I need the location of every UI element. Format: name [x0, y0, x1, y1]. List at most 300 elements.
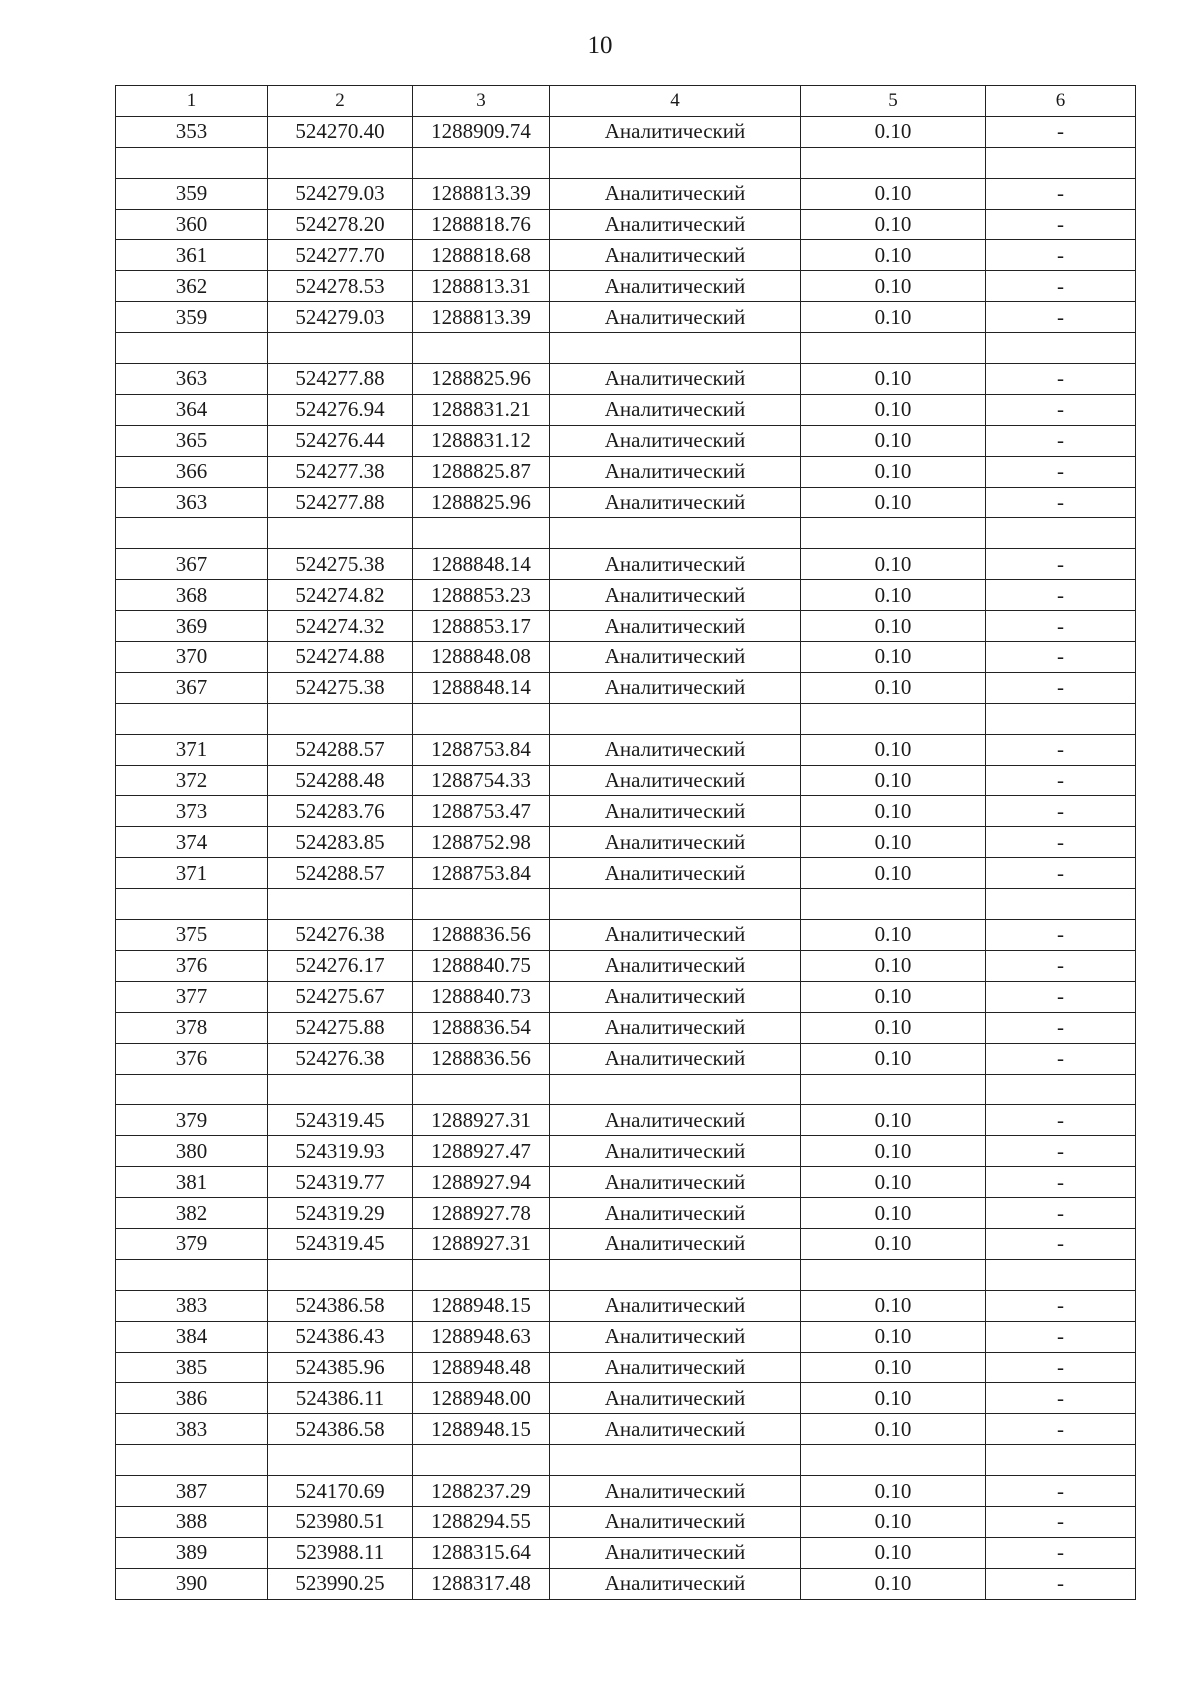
accuracy-cell: 0.10: [801, 827, 986, 858]
x-coordinate-cell: 524283.76: [268, 796, 413, 827]
method-cell: Аналитический: [550, 271, 801, 302]
method-cell: [550, 518, 801, 549]
accuracy-cell: 0.10: [801, 394, 986, 425]
method-cell: [550, 333, 801, 364]
y-coordinate-cell: 1288831.12: [413, 425, 550, 456]
y-coordinate-cell: 1288836.56: [413, 920, 550, 951]
x-coordinate-cell: 524277.88: [268, 364, 413, 395]
y-coordinate-cell: 1288825.96: [413, 364, 550, 395]
table-row: [116, 302, 1136, 333]
point-number-cell: 368: [116, 580, 268, 611]
note-cell: -: [986, 178, 1136, 209]
accuracy-cell: 0.10: [801, 858, 986, 889]
x-coordinate-cell: 524276.38: [268, 1043, 413, 1074]
note-cell: [986, 1259, 1136, 1290]
accuracy-cell: 0.10: [801, 1198, 986, 1229]
table-row: [116, 1136, 1136, 1167]
accuracy-cell: 0.10: [801, 611, 986, 642]
note-cell: -: [986, 1012, 1136, 1043]
x-coordinate-cell: 524279.03: [268, 178, 413, 209]
table-row: [116, 1043, 1136, 1074]
y-coordinate-cell: [413, 147, 550, 178]
spacer-row: [116, 333, 1136, 364]
point-number-cell: 376: [116, 950, 268, 981]
point-number-cell: 369: [116, 611, 268, 642]
y-coordinate-cell: 1288848.14: [413, 672, 550, 703]
point-number-cell: [116, 889, 268, 920]
accuracy-cell: 0.10: [801, 1105, 986, 1136]
point-number-cell: [116, 518, 268, 549]
y-coordinate-cell: 1288818.76: [413, 209, 550, 240]
table-row: [116, 1321, 1136, 1352]
note-cell: -: [986, 1136, 1136, 1167]
note-cell: -: [986, 642, 1136, 673]
table-row: [116, 364, 1136, 395]
note-cell: -: [986, 1290, 1136, 1321]
y-coordinate-cell: 1288754.33: [413, 765, 550, 796]
accuracy-cell: 0.10: [801, 1290, 986, 1321]
note-cell: -: [986, 981, 1136, 1012]
spacer-row: [116, 1445, 1136, 1476]
note-cell: -: [986, 1043, 1136, 1074]
point-number-cell: 360: [116, 209, 268, 240]
note-cell: -: [986, 1476, 1136, 1507]
point-number-cell: 383: [116, 1290, 268, 1321]
table-row: [116, 116, 1136, 147]
point-number-cell: 367: [116, 672, 268, 703]
table-row: [116, 178, 1136, 209]
note-cell: -: [986, 672, 1136, 703]
point-number-cell: 388: [116, 1506, 268, 1537]
x-coordinate-cell: 524275.88: [268, 1012, 413, 1043]
note-cell: [986, 518, 1136, 549]
y-coordinate-cell: 1288753.47: [413, 796, 550, 827]
point-number-cell: 371: [116, 734, 268, 765]
point-number-cell: 377: [116, 981, 268, 1012]
x-coordinate-cell: 524386.43: [268, 1321, 413, 1352]
method-cell: Аналитический: [550, 209, 801, 240]
table-row: [116, 1414, 1136, 1445]
point-number-cell: 371: [116, 858, 268, 889]
table-row: [116, 950, 1136, 981]
x-coordinate-cell: 523990.25: [268, 1568, 413, 1599]
accuracy-cell: 0.10: [801, 240, 986, 271]
method-cell: Аналитический: [550, 642, 801, 673]
method-cell: [550, 1445, 801, 1476]
y-coordinate-cell: 1288315.64: [413, 1537, 550, 1568]
method-cell: Аналитический: [550, 549, 801, 580]
table-row: [116, 487, 1136, 518]
header-cell-4: 4: [550, 86, 801, 117]
point-number-cell: 365: [116, 425, 268, 456]
table-row: [116, 1537, 1136, 1568]
spacer-row: [116, 1259, 1136, 1290]
y-coordinate-cell: 1288948.15: [413, 1290, 550, 1321]
table-row: [116, 765, 1136, 796]
x-coordinate-cell: 524278.20: [268, 209, 413, 240]
table-row: [116, 425, 1136, 456]
y-coordinate-cell: 1288294.55: [413, 1506, 550, 1537]
y-coordinate-cell: [413, 889, 550, 920]
accuracy-cell: [801, 889, 986, 920]
method-cell: Аналитический: [550, 1476, 801, 1507]
accuracy-cell: 0.10: [801, 456, 986, 487]
method-cell: Аналитический: [550, 672, 801, 703]
x-coordinate-cell: 524319.45: [268, 1228, 413, 1259]
x-coordinate-cell: 524319.29: [268, 1198, 413, 1229]
method-cell: Аналитический: [550, 1506, 801, 1537]
point-number-cell: 361: [116, 240, 268, 271]
y-coordinate-cell: [413, 518, 550, 549]
note-cell: -: [986, 549, 1136, 580]
note-cell: -: [986, 394, 1136, 425]
header-row: [116, 86, 1136, 117]
y-coordinate-cell: 1288836.56: [413, 1043, 550, 1074]
point-number-cell: 383: [116, 1414, 268, 1445]
method-cell: Аналитический: [550, 1136, 801, 1167]
x-coordinate-cell: 524319.45: [268, 1105, 413, 1136]
note-cell: -: [986, 796, 1136, 827]
point-number-cell: 375: [116, 920, 268, 951]
accuracy-cell: 0.10: [801, 1537, 986, 1568]
accuracy-cell: 0.10: [801, 178, 986, 209]
x-coordinate-cell: 524283.85: [268, 827, 413, 858]
header-cell-5: 5: [801, 86, 986, 117]
note-cell: -: [986, 1321, 1136, 1352]
x-coordinate-cell: 524276.94: [268, 394, 413, 425]
accuracy-cell: [801, 333, 986, 364]
point-number-cell: 384: [116, 1321, 268, 1352]
method-cell: [550, 147, 801, 178]
table-row: [116, 271, 1136, 302]
x-coordinate-cell: [268, 518, 413, 549]
point-number-cell: 370: [116, 642, 268, 673]
note-cell: [986, 703, 1136, 734]
table-row: [116, 1568, 1136, 1599]
x-coordinate-cell: [268, 889, 413, 920]
spacer-row: [116, 147, 1136, 178]
x-coordinate-cell: 524385.96: [268, 1352, 413, 1383]
y-coordinate-cell: 1288813.39: [413, 178, 550, 209]
method-cell: Аналитический: [550, 858, 801, 889]
note-cell: -: [986, 1198, 1136, 1229]
method-cell: [550, 889, 801, 920]
header-cell-2: 2: [268, 86, 413, 117]
table-row: [116, 981, 1136, 1012]
y-coordinate-cell: 1288753.84: [413, 858, 550, 889]
point-number-cell: 359: [116, 302, 268, 333]
point-number-cell: 382: [116, 1198, 268, 1229]
y-coordinate-cell: 1288840.73: [413, 981, 550, 1012]
table-row: [116, 1198, 1136, 1229]
header-cell-3: 3: [413, 86, 550, 117]
x-coordinate-cell: 524319.77: [268, 1167, 413, 1198]
table-row: [116, 734, 1136, 765]
point-number-cell: [116, 703, 268, 734]
accuracy-cell: 0.10: [801, 672, 986, 703]
y-coordinate-cell: 1288948.48: [413, 1352, 550, 1383]
point-number-cell: 363: [116, 364, 268, 395]
point-number-cell: 379: [116, 1105, 268, 1136]
x-coordinate-cell: 523980.51: [268, 1506, 413, 1537]
method-cell: Аналитический: [550, 116, 801, 147]
table-row: [116, 1012, 1136, 1043]
x-coordinate-cell: 524270.40: [268, 116, 413, 147]
table-row: [116, 580, 1136, 611]
accuracy-cell: 0.10: [801, 425, 986, 456]
y-coordinate-cell: 1288948.15: [413, 1414, 550, 1445]
accuracy-cell: 0.10: [801, 1506, 986, 1537]
note-cell: -: [986, 425, 1136, 456]
note-cell: -: [986, 920, 1136, 951]
accuracy-cell: 0.10: [801, 981, 986, 1012]
note-cell: -: [986, 1414, 1136, 1445]
y-coordinate-cell: 1288813.39: [413, 302, 550, 333]
point-number-cell: 364: [116, 394, 268, 425]
table-row: [116, 1228, 1136, 1259]
accuracy-cell: 0.10: [801, 549, 986, 580]
note-cell: [986, 1074, 1136, 1105]
table-body: [116, 116, 1136, 1599]
accuracy-cell: 0.10: [801, 1136, 986, 1167]
note-cell: -: [986, 1105, 1136, 1136]
table-row: [116, 1352, 1136, 1383]
accuracy-cell: 0.10: [801, 642, 986, 673]
note-cell: -: [986, 1228, 1136, 1259]
accuracy-cell: 0.10: [801, 1228, 986, 1259]
point-number-cell: [116, 1259, 268, 1290]
note-cell: -: [986, 209, 1136, 240]
point-number-cell: 387: [116, 1476, 268, 1507]
x-coordinate-cell: [268, 147, 413, 178]
accuracy-cell: 0.10: [801, 765, 986, 796]
accuracy-cell: 0.10: [801, 734, 986, 765]
table-row: [116, 394, 1136, 425]
accuracy-cell: 0.10: [801, 920, 986, 951]
x-coordinate-cell: 524279.03: [268, 302, 413, 333]
x-coordinate-cell: 524275.67: [268, 981, 413, 1012]
x-coordinate-cell: [268, 1259, 413, 1290]
y-coordinate-cell: 1288927.78: [413, 1198, 550, 1229]
point-number-cell: 380: [116, 1136, 268, 1167]
spacer-row: [116, 518, 1136, 549]
y-coordinate-cell: 1288840.75: [413, 950, 550, 981]
accuracy-cell: 0.10: [801, 1012, 986, 1043]
method-cell: Аналитический: [550, 1414, 801, 1445]
x-coordinate-cell: 524277.88: [268, 487, 413, 518]
point-number-cell: 374: [116, 827, 268, 858]
accuracy-cell: [801, 1074, 986, 1105]
accuracy-cell: 0.10: [801, 950, 986, 981]
table-row: [116, 209, 1136, 240]
table-row: [116, 1105, 1136, 1136]
y-coordinate-cell: 1288948.00: [413, 1383, 550, 1414]
note-cell: -: [986, 1352, 1136, 1383]
x-coordinate-cell: [268, 333, 413, 364]
y-coordinate-cell: 1288853.23: [413, 580, 550, 611]
note-cell: -: [986, 1537, 1136, 1568]
table-row: [116, 672, 1136, 703]
accuracy-cell: 0.10: [801, 1414, 986, 1445]
y-coordinate-cell: [413, 1259, 550, 1290]
point-number-cell: 385: [116, 1352, 268, 1383]
method-cell: [550, 703, 801, 734]
point-number-cell: 367: [116, 549, 268, 580]
point-number-cell: 362: [116, 271, 268, 302]
x-coordinate-cell: [268, 1445, 413, 1476]
note-cell: -: [986, 302, 1136, 333]
accuracy-cell: 0.10: [801, 1167, 986, 1198]
x-coordinate-cell: 523988.11: [268, 1537, 413, 1568]
table-row: [116, 827, 1136, 858]
x-coordinate-cell: 524274.88: [268, 642, 413, 673]
method-cell: Аналитический: [550, 765, 801, 796]
accuracy-cell: 0.10: [801, 302, 986, 333]
point-number-cell: 379: [116, 1228, 268, 1259]
method-cell: Аналитический: [550, 1043, 801, 1074]
method-cell: Аналитический: [550, 487, 801, 518]
method-cell: Аналитический: [550, 1012, 801, 1043]
table-row: [116, 1383, 1136, 1414]
spacer-row: [116, 1074, 1136, 1105]
y-coordinate-cell: 1288813.31: [413, 271, 550, 302]
method-cell: Аналитический: [550, 240, 801, 271]
y-coordinate-cell: 1288948.63: [413, 1321, 550, 1352]
accuracy-cell: [801, 518, 986, 549]
table-row: [116, 796, 1136, 827]
method-cell: Аналитический: [550, 611, 801, 642]
accuracy-cell: [801, 1445, 986, 1476]
page-number: 10: [587, 32, 613, 59]
y-coordinate-cell: [413, 703, 550, 734]
table-row: [116, 920, 1136, 951]
method-cell: Аналитический: [550, 1352, 801, 1383]
x-coordinate-cell: 524386.11: [268, 1383, 413, 1414]
x-coordinate-cell: 524278.53: [268, 271, 413, 302]
table-row: [116, 1506, 1136, 1537]
method-cell: Аналитический: [550, 734, 801, 765]
point-number-cell: 381: [116, 1167, 268, 1198]
accuracy-cell: 0.10: [801, 1043, 986, 1074]
note-cell: -: [986, 1167, 1136, 1198]
note-cell: -: [986, 580, 1136, 611]
y-coordinate-cell: 1288818.68: [413, 240, 550, 271]
note-cell: [986, 333, 1136, 364]
note-cell: -: [986, 765, 1136, 796]
accuracy-cell: 0.10: [801, 364, 986, 395]
y-coordinate-cell: 1288831.21: [413, 394, 550, 425]
note-cell: -: [986, 1506, 1136, 1537]
x-coordinate-cell: 524170.69: [268, 1476, 413, 1507]
method-cell: [550, 1074, 801, 1105]
accuracy-cell: 0.10: [801, 1568, 986, 1599]
note-cell: -: [986, 487, 1136, 518]
note-cell: -: [986, 858, 1136, 889]
method-cell: Аналитический: [550, 456, 801, 487]
y-coordinate-cell: 1288753.84: [413, 734, 550, 765]
y-coordinate-cell: 1288927.31: [413, 1228, 550, 1259]
method-cell: Аналитический: [550, 1321, 801, 1352]
accuracy-cell: 0.10: [801, 487, 986, 518]
point-number-cell: 373: [116, 796, 268, 827]
method-cell: Аналитический: [550, 425, 801, 456]
accuracy-cell: [801, 1259, 986, 1290]
point-number-cell: [116, 333, 268, 364]
y-coordinate-cell: 1288836.54: [413, 1012, 550, 1043]
note-cell: -: [986, 734, 1136, 765]
note-cell: -: [986, 271, 1136, 302]
y-coordinate-cell: 1288317.48: [413, 1568, 550, 1599]
x-coordinate-cell: [268, 1074, 413, 1105]
coordinates-table: [115, 85, 1136, 1600]
point-number-cell: 378: [116, 1012, 268, 1043]
y-coordinate-cell: 1288848.08: [413, 642, 550, 673]
table-row: [116, 240, 1136, 271]
point-number-cell: 363: [116, 487, 268, 518]
method-cell: Аналитический: [550, 394, 801, 425]
y-coordinate-cell: 1288927.31: [413, 1105, 550, 1136]
point-number-cell: 353: [116, 116, 268, 147]
method-cell: Аналитический: [550, 178, 801, 209]
note-cell: [986, 889, 1136, 920]
method-cell: Аналитический: [550, 580, 801, 611]
note-cell: -: [986, 240, 1136, 271]
x-coordinate-cell: 524276.44: [268, 425, 413, 456]
note-cell: -: [986, 1383, 1136, 1414]
x-coordinate-cell: 524274.32: [268, 611, 413, 642]
point-number-cell: 390: [116, 1568, 268, 1599]
method-cell: Аналитический: [550, 364, 801, 395]
y-coordinate-cell: 1288927.94: [413, 1167, 550, 1198]
method-cell: Аналитический: [550, 1105, 801, 1136]
method-cell: Аналитический: [550, 1568, 801, 1599]
note-cell: -: [986, 950, 1136, 981]
note-cell: -: [986, 827, 1136, 858]
method-cell: Аналитический: [550, 1228, 801, 1259]
y-coordinate-cell: [413, 333, 550, 364]
table-row: [116, 1290, 1136, 1321]
note-cell: -: [986, 456, 1136, 487]
accuracy-cell: 0.10: [801, 796, 986, 827]
note-cell: -: [986, 1568, 1136, 1599]
header-cell-1: 1: [116, 86, 268, 117]
accuracy-cell: [801, 703, 986, 734]
y-coordinate-cell: [413, 1445, 550, 1476]
method-cell: Аналитический: [550, 827, 801, 858]
x-coordinate-cell: 524275.38: [268, 672, 413, 703]
point-number-cell: [116, 147, 268, 178]
accuracy-cell: 0.10: [801, 1476, 986, 1507]
x-coordinate-cell: 524275.38: [268, 549, 413, 580]
table-row: [116, 1167, 1136, 1198]
point-number-cell: 359: [116, 178, 268, 209]
point-number-cell: [116, 1445, 268, 1476]
y-coordinate-cell: 1288825.87: [413, 456, 550, 487]
y-coordinate-cell: 1288909.74: [413, 116, 550, 147]
table-row: [116, 549, 1136, 580]
point-number-cell: 372: [116, 765, 268, 796]
point-number-cell: 366: [116, 456, 268, 487]
point-number-cell: 376: [116, 1043, 268, 1074]
accuracy-cell: 0.10: [801, 116, 986, 147]
note-cell: -: [986, 611, 1136, 642]
method-cell: Аналитический: [550, 981, 801, 1012]
x-coordinate-cell: 524386.58: [268, 1290, 413, 1321]
method-cell: Аналитический: [550, 1383, 801, 1414]
spacer-row: [116, 889, 1136, 920]
table-row: [116, 456, 1136, 487]
accuracy-cell: 0.10: [801, 1352, 986, 1383]
